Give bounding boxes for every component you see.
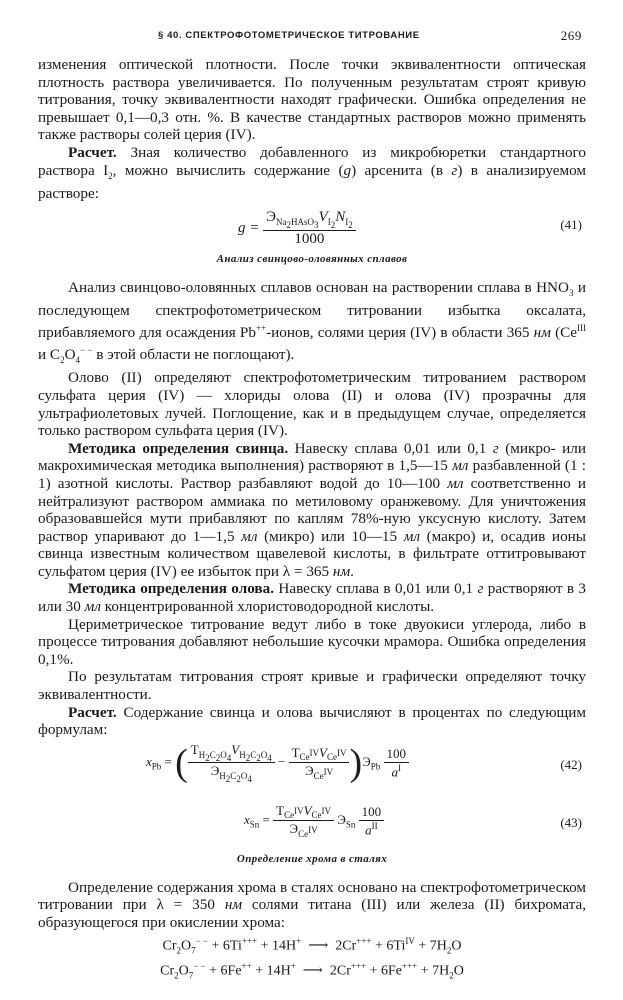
calc-text: Содержание свинца и олова вычисляют в процентах по следующим формулам: <box>38 703 586 739</box>
text: Навеску сплава 0,01 или 0,1 <box>288 439 493 457</box>
text: (микро) или 10—15 <box>257 527 404 545</box>
eq43-factor: 100 <box>359 804 385 821</box>
method-tin-label: Методика определения олова. <box>68 580 275 598</box>
text: растворяют в 3 или 30 <box>38 580 586 616</box>
equation-41 <box>38 205 586 249</box>
unit-ml: мл <box>241 527 258 545</box>
text: разбавленной (1 : 1) азотной кислоты. Раствор разбавляют водой до 10—100 <box>38 457 586 492</box>
text: солями титана (III) или железа (II) бихромата, образующегося при окислении хрома: <box>38 896 586 931</box>
page-number: 269 <box>560 28 582 43</box>
paragraph-results: По результатам титрования строят кривые и графически определяют точку эквивалентности. <box>38 668 586 704</box>
paragraph-method-lead <box>38 440 586 581</box>
calc-text: Зная количество добавленного из микробюретки стандартного раствора I <box>38 143 586 179</box>
paragraph-tin: Олово (II) определяют спектрофотометрическим титрованием раствором сульфата церия (IV) — хлориды олова (II) и олова (IV) прозрачны для ультрафиолетовых лучей. Поглощение, как и в предыдущем случае, определяется только раствором сульфата церия (IV). <box>38 369 586 440</box>
eq43-number: (43) <box>560 814 582 830</box>
text: . <box>350 562 354 580</box>
page <box>38 26 586 981</box>
running-header <box>38 26 586 44</box>
calc-text: ) в анализируемом растворе: <box>38 161 586 203</box>
calc-label: Расчет. <box>68 703 117 721</box>
paragraph-calc-1: Расчет. Зная количество добавленного из микробюретки стандартного раствора $I_2$, можно вычислить содержание (g) арсенита (в г) в анализируемом растворе: <box>38 143 586 203</box>
reaction-titanium: $Cr_2O_7^{- -} + 6Ti^{+++} + 14H^+$ ⟶ $2Cr^{+++} + 6Ti^{IV} + 7H_2O$ <box>162 935 462 956</box>
unit-g: г <box>477 580 484 598</box>
paragraph-calc-2 <box>38 704 586 739</box>
unit-nm: нм <box>332 562 351 580</box>
paragraph-alloys: Анализ свинцово-оловянных сплавов основан на растворении сплава в $HNO_3$ и последующем спектрофотометрическом титровании избытка оксалата, прибавляемого для осаждения Pb++-ионов, солями церия (IV) в области 365 нм ($Ce^{III}$ и $C_2O_4^{- -}$ в этой области не поглощают). <box>38 278 586 365</box>
text: и последующем спектрофотометрическом титровании избытка оксалата, прибавляемого для осаждения Pb <box>38 278 586 342</box>
arrow-icon: ⟶ <box>302 963 323 979</box>
arrow-icon: ⟶ <box>308 938 329 954</box>
equation-43: $x_{Sn}$ = $\frac{T_{Ce^{IV}}V_{Ce^{IV}}}{Э_{Ce^{IV}}}$ $Э_{Sn}$ $\frac{100}{a^{II}}$ (43) <box>244 802 582 839</box>
eq41-denominator: 1000 <box>294 230 325 247</box>
section-heading-alloys: Анализ свинцово-оловянных сплавов <box>216 252 408 265</box>
eq41-fraction: $\frac{Э_{Na_2HAsO_3}V_{I_2}N_{I_2}}{1000}$ <box>263 209 356 248</box>
text: концентрированной хлористоводородной кислоты. <box>100 598 435 616</box>
eq41-lhs: g = <box>238 219 260 236</box>
paragraph-1: изменения оптической плотности. После точки эквивалентности оптическая плотность раствора увеличивается. По полученным результатам строят кривую титрования, точку эквивалентности находят графически. Ошибка определения не превышает 0,1—0,3 отн. %. В качестве стандартных растворов можно применять также растворы солей церия (IV). <box>38 56 586 144</box>
text: (микро- или макрохимическая методика выполнения) растворяют в 1,5—15 <box>38 439 586 475</box>
unit-ml: мл <box>84 598 101 616</box>
unit-ml: мл <box>447 474 464 492</box>
text: Навеску сплава в 0,01 или 0,1 <box>274 580 478 598</box>
unit-g: г <box>451 161 458 179</box>
unit-nm: нм <box>224 896 243 914</box>
calc-label: Расчет. <box>68 143 117 161</box>
eq42-factor: 100 <box>384 746 410 763</box>
eq42-number: (42) <box>560 756 582 772</box>
header-title: § 40. СПЕКТРОФОТОМЕТРИЧЕСКОЕ ТИТРОВАНИЕ <box>158 30 420 41</box>
reaction-iron: $Cr_2O_7^{- -} + 6Fe^{++} + 14H^+$ ⟶ $2Cr^{+++} + 6Fe^{+++} + 7H_2O$ <box>160 961 464 981</box>
var-g: g <box>343 161 352 179</box>
text: (макро) и, осадив ионы свинца известным количеством щавелевой кислоты, в фильтрате оттитровывают сульфатом церия (IV) ее избыток при λ = 365 <box>38 527 586 580</box>
equation-42: $x_{Pb}$ = ( $\frac{T_{H_2C_2O_4}V_{H_2C_2O_4}}{Э_{H_2C_2O_4}}$ − $\frac{T_{Ce^{IV}}V_{Ce^{IV}}}{Э_{Ce^{IV}}}$ )$Э_{Pb}$ $\frac{100}{a^I}$ (42) <box>146 741 582 784</box>
paragraph-method-tin <box>38 580 586 615</box>
unit-ml: мл <box>403 527 421 545</box>
unit-g: г <box>492 439 499 457</box>
text: и C <box>38 345 61 363</box>
text: соответственно и нейтрализуют раствором аммиака по метиловому оранжевому. Для уничтожения образовавшейся мути прибавляют по каплям 78%-ную уксусную кислоту. Затем раствор упаривают до 1—1,5 <box>38 474 586 545</box>
unit-ml: мл <box>452 457 469 475</box>
text: в этой области не поглощают). <box>92 345 295 363</box>
eq41-number: (41) <box>560 216 582 232</box>
section-heading-chromium: Определение хрома в сталях <box>236 852 388 865</box>
method-lead-label: Методика определения свинца. <box>68 439 289 457</box>
calc-text: , можно вычислить содержание ( <box>112 161 344 179</box>
text: Определение содержания хрома в сталях основано на спектрофотометрическом титровании при λ = 350 <box>38 878 586 914</box>
text: -ионов, солями церия (IV) в области 365 <box>266 324 534 342</box>
unit-nm: нм <box>533 324 551 342</box>
calc-text: ) арсенита (в <box>351 161 452 179</box>
paragraph-cerimetric: Цериметрическое титрование ведут либо в токе двуокиси углерода, либо в процессе титрования добавляют небольшие кусочки мрамора. Ошибка определения 0,1%. <box>38 615 586 668</box>
text: (Ce <box>550 324 577 342</box>
text: Анализ свинцово-оловянных сплавов основан на растворении сплава в HNO <box>68 278 569 296</box>
paragraph-chromium <box>38 879 586 932</box>
